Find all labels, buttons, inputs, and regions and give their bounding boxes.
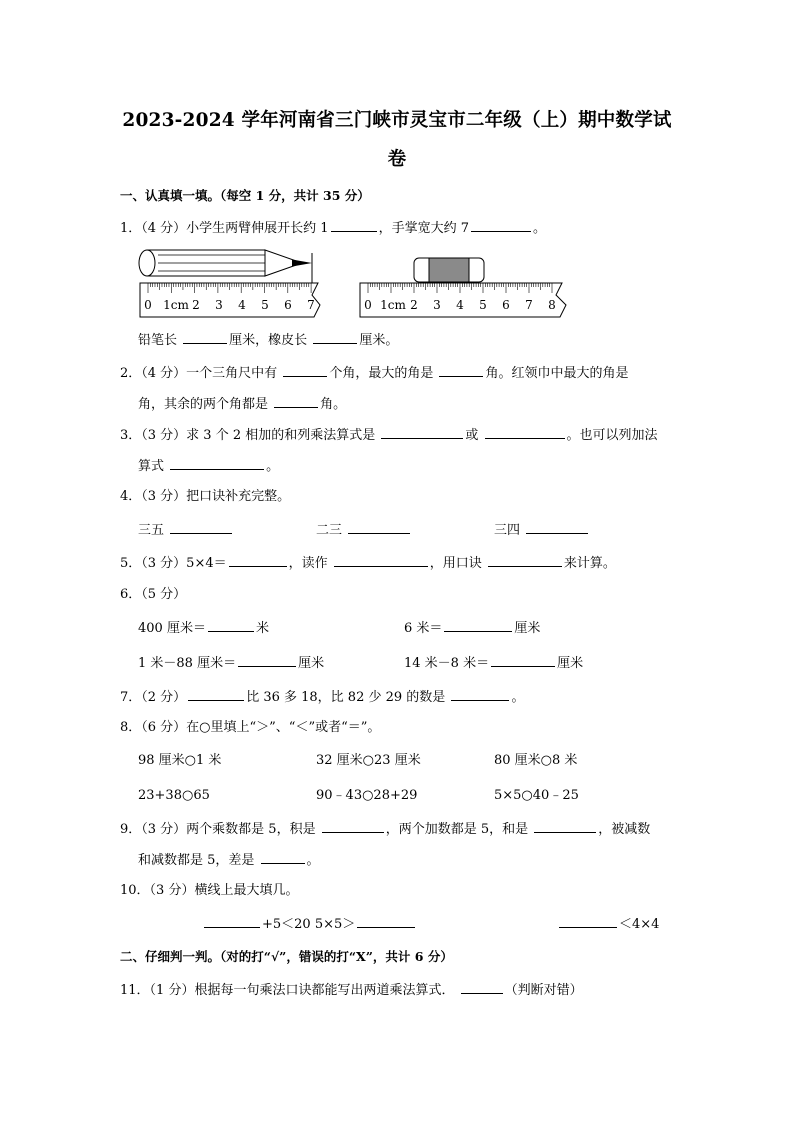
q6-blank-2[interactable] (444, 619, 512, 632)
q5-blank-1[interactable] (229, 554, 287, 567)
q4-item-2-label: 二三 (316, 523, 343, 538)
question-2 (120, 364, 629, 383)
q9-text-a: 9．（3 分）两个乘数都是 5，积是 (120, 822, 316, 837)
q3-blank-3[interactable] (170, 457, 264, 470)
q7-text-c: 。 (511, 690, 525, 705)
question-6: 6．（5 分） (120, 587, 187, 602)
q10-blank-3[interactable] (559, 915, 617, 928)
q4-item-3 (494, 521, 590, 540)
q9-text-c: ，被减数 (598, 822, 651, 837)
q10-blank-1[interactable] (204, 915, 260, 928)
ruler-right-label-7: 7 (525, 298, 533, 312)
question-10: 10．（3 分）横线上最大填几。 (120, 883, 299, 898)
ruler-left-label-0: 0 (144, 298, 152, 312)
q5-text-a: 5．（3 分）5×4＝ (120, 556, 227, 571)
section2-heading: 二、仔细判一判。（对的打“√”，错误的打“X”，共计 6 分） (120, 949, 453, 964)
q6-blank-4[interactable] (491, 654, 555, 667)
q6-r2d: 厘米 (557, 656, 584, 671)
q4-item-3-label: 三四 (494, 523, 521, 538)
q4-item-1-label: 三五 (138, 523, 165, 538)
question-1-answers (138, 331, 398, 350)
ruler-right-label-4: 4 (456, 298, 464, 312)
q1-ans-c: 厘米。 (359, 333, 399, 348)
q8-r2-3: 5×5○40﹣25 (494, 788, 579, 803)
q10-items (202, 915, 417, 934)
ruler-left-label-5: 5 (261, 298, 269, 312)
question-11 (120, 981, 583, 1000)
q6-r2b: 厘米 (298, 656, 325, 671)
q3-text-e: 。 (266, 459, 280, 474)
q6-r2a: 1 米－88 厘米＝ (138, 656, 237, 671)
q2-text-d: 角，其余的两个角都是 (138, 397, 269, 412)
ruler-left-label-3: 3 (215, 298, 223, 312)
q1-text-a: 1．（4 分）小学生两臂伸展开长约 1 (120, 221, 329, 236)
q6-row1-right (404, 619, 540, 638)
q3-blank-1[interactable] (381, 426, 463, 439)
ruler-left-label-7: 7 (307, 298, 315, 312)
q3-text-b: 或 (465, 428, 479, 443)
question-7 (120, 688, 524, 707)
page-title-line1: 2023-2024 学年河南省三门峡市灵宝市二年级（上）期中数学试 (122, 110, 672, 131)
q1-text-c: 。 (532, 221, 546, 236)
q9-blank-1[interactable] (322, 820, 384, 833)
q2-blank-2[interactable] (439, 364, 483, 377)
q6-r2c: 14 米－8 米＝ (404, 656, 490, 671)
q2-text-e: 角。 (320, 397, 347, 412)
q4-item-2 (316, 521, 412, 540)
q9-text-b: ，两个加数都是 5，和是 (385, 822, 529, 837)
q6-r1a: 400 厘米＝ (138, 621, 206, 636)
ruler-left-label-6: 6 (284, 298, 292, 312)
eraser-figure (414, 258, 484, 282)
q2-text-b: 个角，最大的角是 (329, 366, 434, 381)
q6-row2-right (404, 654, 583, 673)
q3-text-c: 。也可以列加法 (566, 428, 658, 443)
q7-text-b: 比 36 多 18，比 82 少 29 的数是 (246, 690, 446, 705)
q10-item-3 (557, 915, 659, 934)
q8-r1-3: 80 厘米○8 米 (494, 753, 578, 768)
question-9 (120, 820, 650, 839)
q1-blank-eraser[interactable] (313, 331, 357, 344)
q10-blank-2[interactable] (357, 915, 415, 928)
ruler-left-label-1: 1cm (163, 298, 189, 312)
q11-blank-1[interactable] (461, 981, 503, 994)
question-2-cont (138, 395, 346, 414)
ruler-right-label-6: 6 (502, 298, 510, 312)
q8-r1-2: 32 厘米○23 厘米 (316, 753, 421, 768)
q1-ans-b: 厘米，橡皮长 (229, 333, 308, 348)
q8-r2-1: 23+38○65 (138, 788, 210, 803)
q7-text-a: 7．（2 分） (120, 690, 187, 705)
q4-blank-1[interactable] (170, 521, 232, 534)
q6-row2-left (138, 654, 324, 673)
q7-blank-2[interactable] (451, 688, 509, 701)
ruler-right-label-1: 1cm (380, 298, 406, 312)
question-3-cont (138, 457, 279, 476)
q8-r2-2: 90﹣43○28+29 (316, 788, 418, 803)
q6-r1b: 米 (255, 621, 269, 636)
ruler-left-label-4: 4 (238, 298, 246, 312)
q10-text-d: ＜4×4 (619, 917, 660, 932)
q4-blank-3[interactable] (526, 521, 588, 534)
q2-text-a: 2．（4 分）一个三角尺中有 (120, 366, 278, 381)
q3-blank-2[interactable] (485, 426, 565, 439)
q6-row1-left (138, 619, 269, 638)
q6-blank-1[interactable] (208, 619, 254, 632)
q9-text-d: 和减数都是 5，差是 (138, 853, 255, 868)
q5-text-d: 来计算。 (563, 556, 616, 571)
q2-blank-1[interactable] (283, 364, 327, 377)
q1-text-b: ，手掌宽大约 7 (378, 221, 469, 236)
question-5 (120, 554, 616, 573)
rulers-figure (136, 245, 576, 323)
q11-text-b: （判断对错） (504, 983, 583, 998)
q5-text-b: ，读作 (288, 556, 328, 571)
q6-blank-3[interactable] (238, 654, 296, 667)
question-3 (120, 426, 658, 445)
page-title-line2: 卷 (387, 149, 407, 170)
pencil-figure (139, 250, 312, 283)
q6-r1d: 厘米 (514, 621, 541, 636)
q3-text-d: 算式 (138, 459, 165, 474)
q5-blank-3[interactable] (488, 554, 562, 567)
q7-blank-1[interactable] (188, 688, 244, 701)
q9-blank-3[interactable] (261, 851, 305, 864)
q1-blank-1[interactable] (331, 219, 377, 232)
q2-text-c: 角。红领巾中最大的角是 (485, 366, 629, 381)
q10-text-c: 5×5＞ (314, 917, 356, 932)
q3-text-a: 3．（3 分）求 3 个 2 相加的和列乘法算式是 (120, 428, 376, 443)
q4-blank-2[interactable] (348, 521, 410, 534)
q10-text-b: +5＜20 (262, 917, 311, 932)
ruler-right-label-2: 2 (410, 298, 418, 312)
ruler-left-label-2: 2 (192, 298, 200, 312)
q9-blank-2[interactable] (534, 820, 596, 833)
q1-blank-2[interactable] (471, 219, 531, 232)
ruler-right-label-0: 0 (364, 298, 372, 312)
question-8: 8．（6 分）在○里填上“＞”、“＜”或者“＝”。 (120, 720, 381, 735)
ruler-right-label-5: 5 (479, 298, 487, 312)
q9-text-e: 。 (306, 853, 320, 868)
q11-text-a: 11．（1 分）根据每一句乘法口诀都能写出两道乘法算式． (120, 983, 455, 998)
question-1 (120, 219, 546, 238)
q5-text-c: ，用口诀 (429, 556, 482, 571)
q1-ans-a: 铅笔长 (138, 333, 178, 348)
question-4: 4．（3 分）把口诀补充完整。 (120, 489, 291, 504)
ruler-right-label-3: 3 (433, 298, 441, 312)
ruler-right-label-8: 8 (548, 298, 556, 312)
question-9-cont (138, 851, 320, 870)
q4-item-1 (138, 521, 234, 540)
q5-blank-2[interactable] (334, 554, 428, 567)
q6-r1c: 6 米＝ (404, 621, 443, 636)
q1-blank-pencil[interactable] (183, 331, 227, 344)
q8-r1-1: 98 厘米○1 米 (138, 753, 222, 768)
section1-heading: 一、认真填一填。（每空 1 分，共计 35 分） (120, 188, 370, 203)
q2-blank-3[interactable] (274, 395, 318, 408)
